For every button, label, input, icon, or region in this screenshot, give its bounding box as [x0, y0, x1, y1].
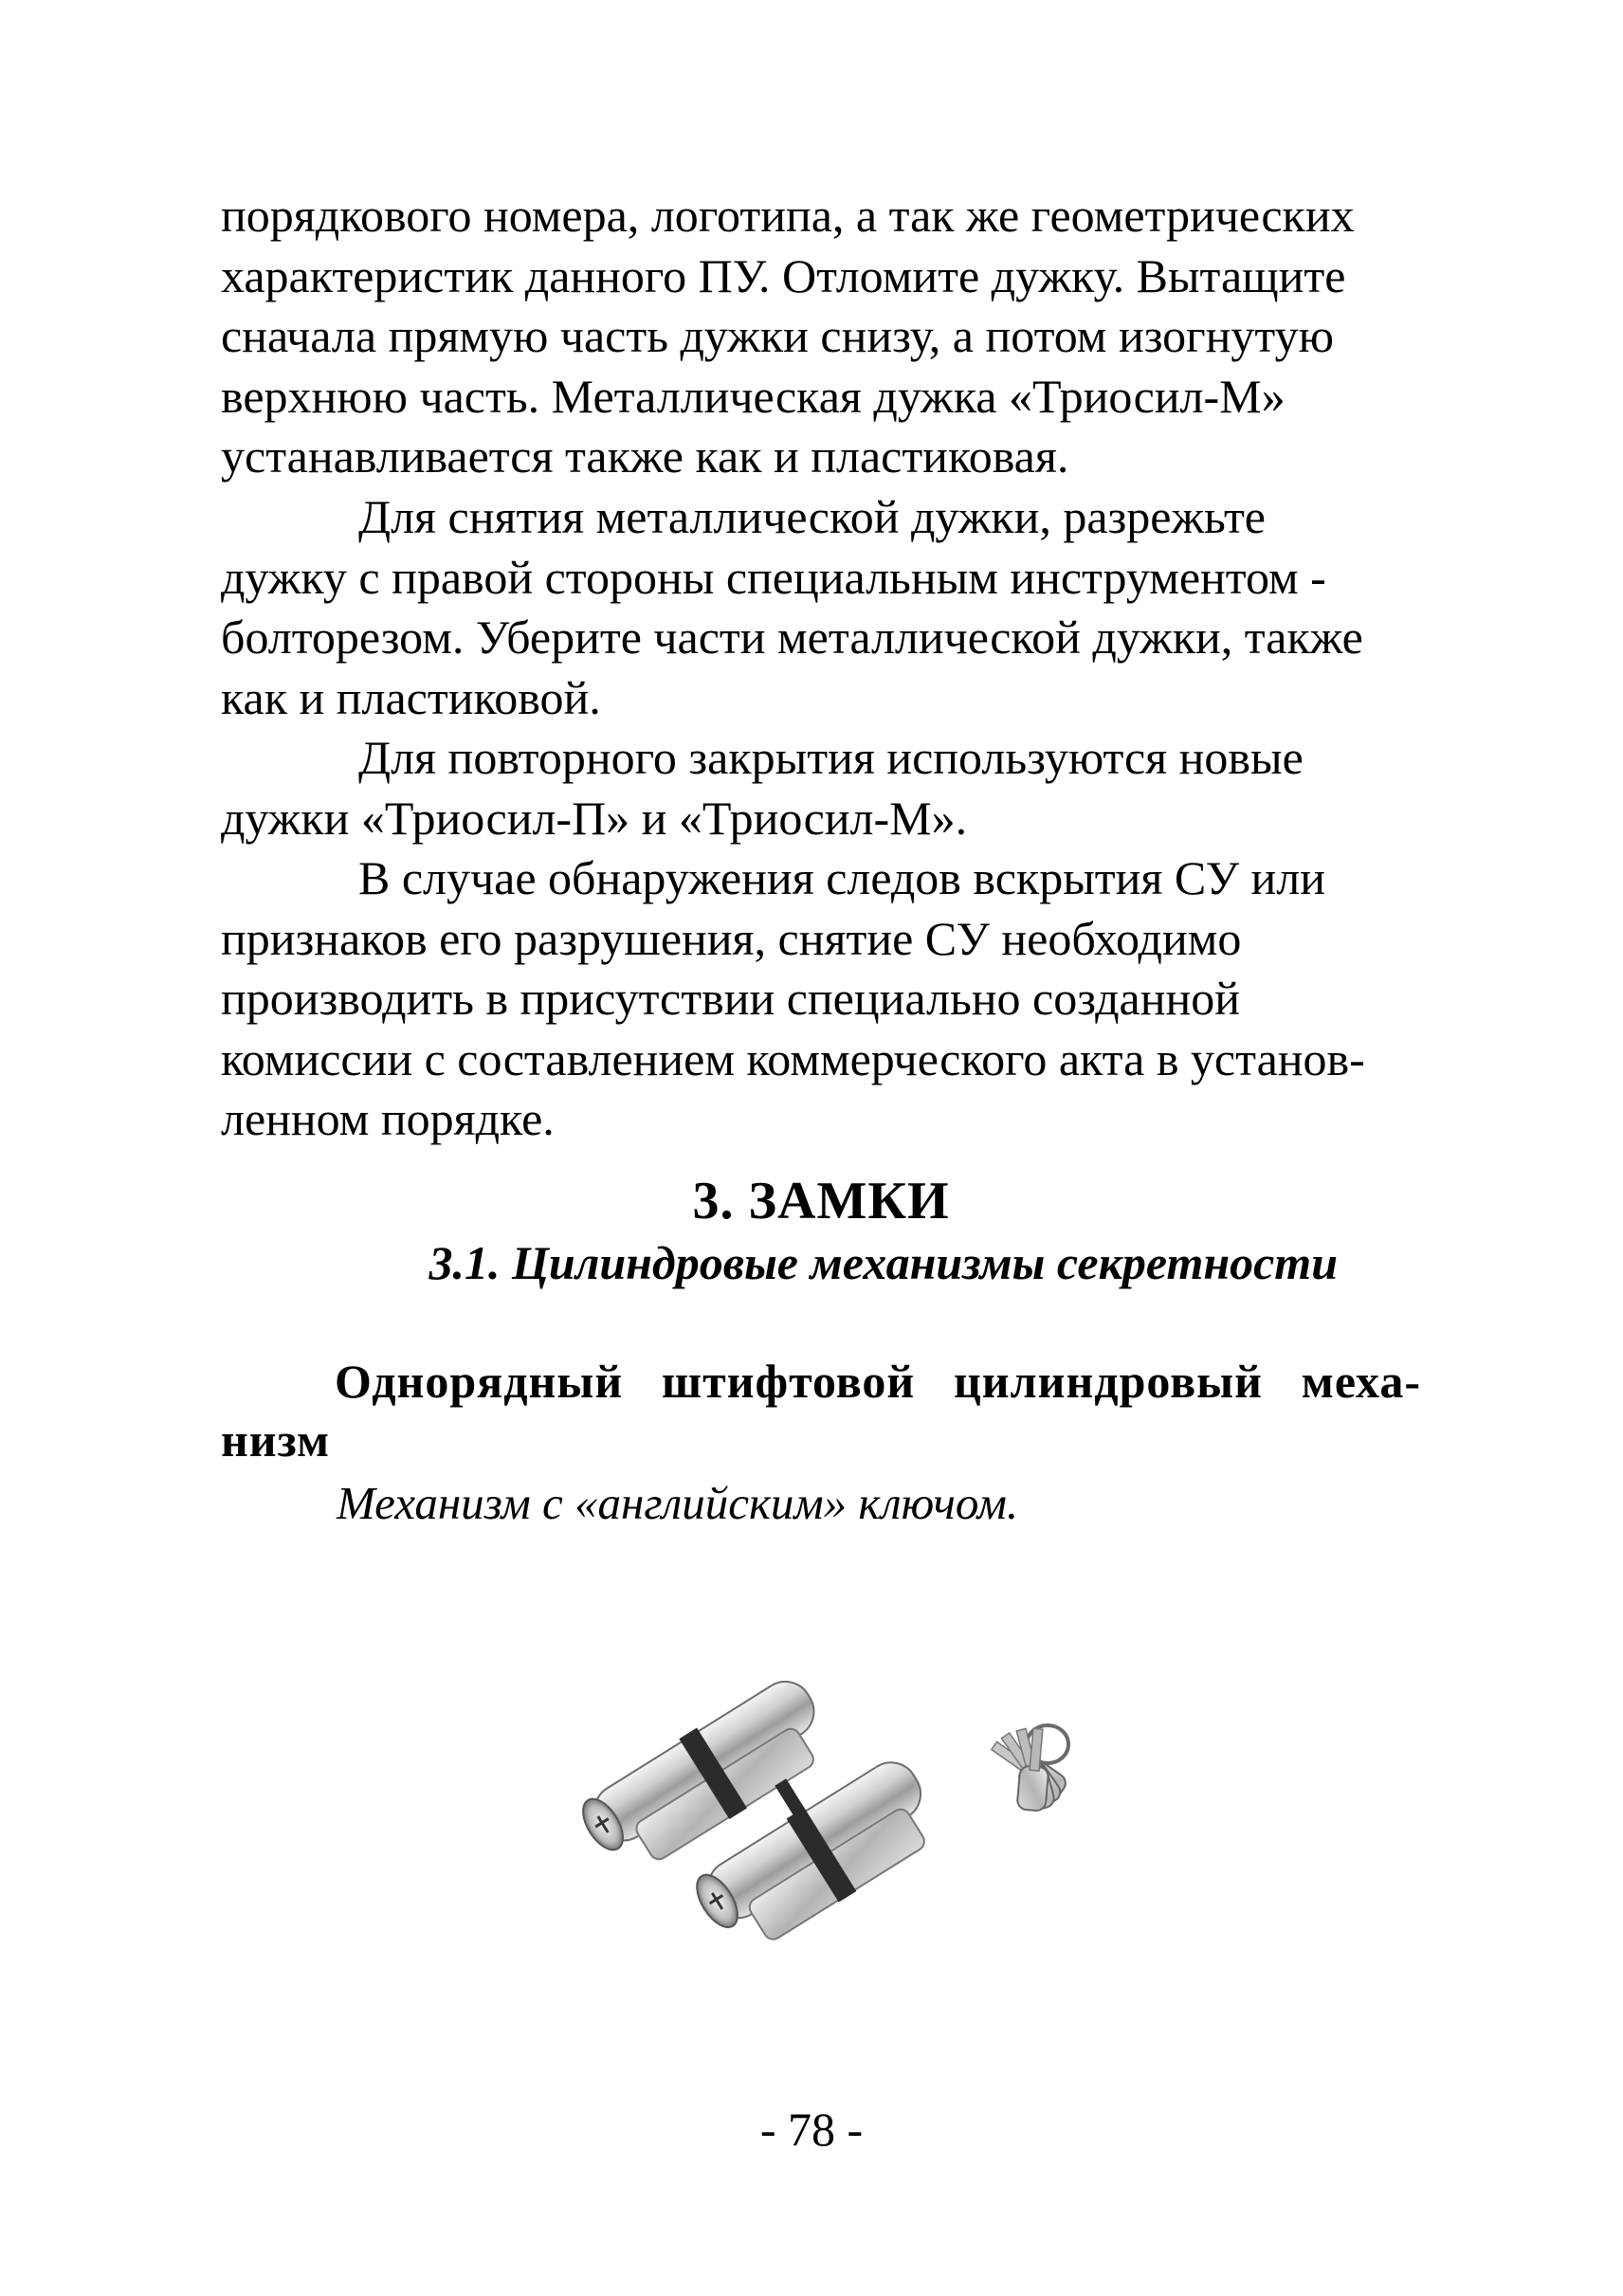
paragraph-line: сначала прямую часть дужки снизу, а потом изогнутую [221, 309, 1334, 362]
cylinder-locks-illustration [545, 1602, 1133, 1953]
key-bunch [986, 1725, 1069, 1813]
mechanism-title [221, 1352, 1421, 1469]
paragraph-line: болторезом. Уберите части металлической дужки, также [221, 610, 1363, 664]
mechanism-title-line: низм [221, 1413, 331, 1467]
subsection-title: 3.1. Цилиндровые механизмы секретности [429, 1236, 1338, 1289]
paragraph-line: дужки «Триосил-П» и «Триосил-М». [221, 791, 968, 845]
paragraph-line: признаков его разрушения, снятие СУ необходимо [221, 911, 1242, 965]
mechanism-subtitle: Механизм с «английским» ключом. [337, 1477, 1019, 1529]
paragraph-line: верхнюю часть. Металлическая дужка «Триосил-М» [221, 369, 1286, 423]
paragraph-3 [221, 728, 1421, 848]
page-number: - 78 - [759, 2103, 864, 2156]
paragraph-line: устанавливается также как и пластиковая. [221, 429, 1069, 483]
paragraph-line: порядкового номера, логотипа, а так же геометрических [221, 189, 1355, 242]
mechanism-title-line: Однорядный штифтовой цилиндровый меха- [335, 1355, 1421, 1408]
paragraph-line: производить в присутствии специально созданной [221, 972, 1240, 1025]
paragraph-1 [221, 186, 1421, 487]
paragraph-line: В случае обнаружения следов вскрытия СУ или [358, 851, 1325, 904]
paragraph-line: Для повторного закрытия используются новые [358, 731, 1304, 784]
paragraph-line: характеристик данного ПУ. Отломите дужку. Вытащите [221, 248, 1346, 302]
paragraph-line: как и пластиковой. [221, 670, 601, 724]
paragraph-line: Для снятия металлической дужки, разрежьте [358, 490, 1266, 543]
paragraph-2 [221, 487, 1421, 728]
paragraph-line: дужку с правой стороны специальным инструментом - [221, 550, 1326, 604]
section-title: 3. ЗАМКИ [692, 1172, 950, 1230]
paragraph-line: ленном порядке. [221, 1092, 555, 1145]
paragraph-line: комиссии с составлением коммерческого акта в установ- [221, 1031, 1365, 1085]
paragraph-4 [221, 848, 1421, 1150]
